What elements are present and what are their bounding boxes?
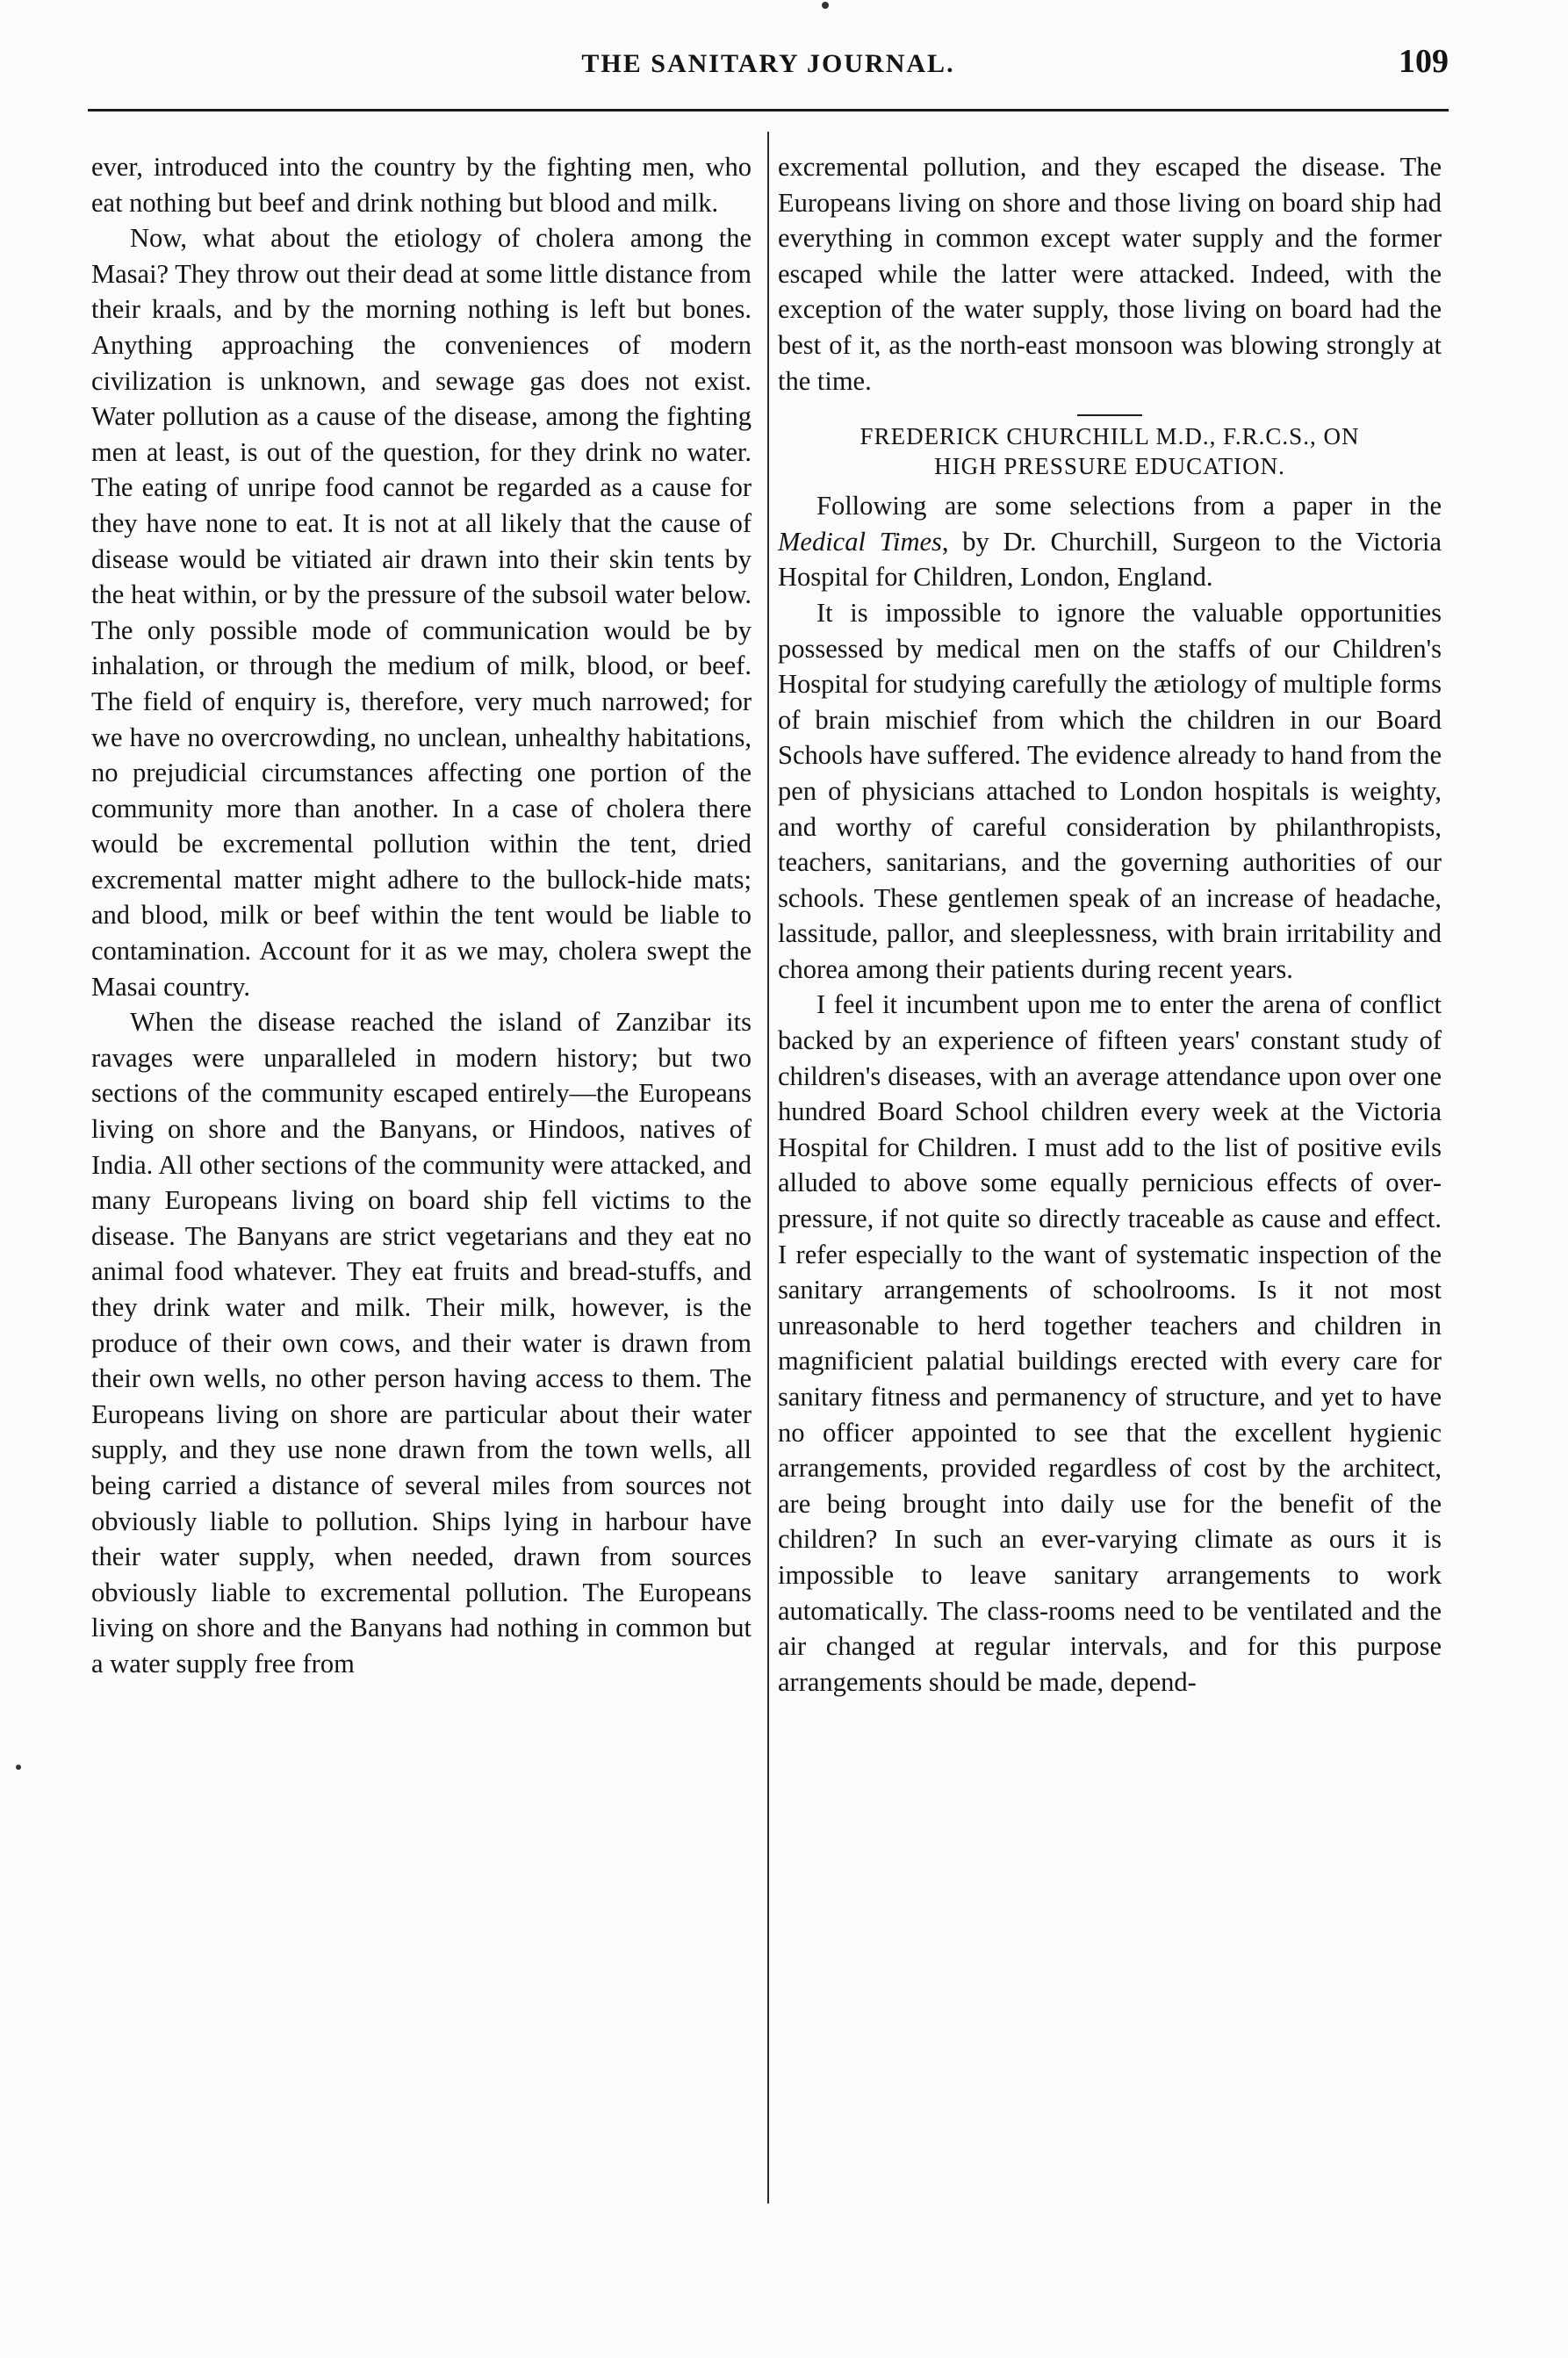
left-column [91,149,752,1682]
right-paragraph-1: excremental pollution, and they escaped the disease. The Europeans living on shore and those living on board ship had everything in common except water supply and the former escaped while the latter were attacked. Indeed, with the exception of the water supply, those living on board had the best of it, as the north-east monsoon was blowing strongly at the time. [778,152,1442,396]
page-header [88,42,1449,95]
left-paragraph-1: ever, introduced into the country by the fighting men, who eat nothing but beef and drink nothing but blood and milk. [91,152,752,218]
page-number: 109 [1399,43,1449,80]
left-paragraph-3: When the disease reached the island of Zanzibar its ravages were unparalleled in modern history; but two sections of the community escaped entirely—the Europeans living on shore and the Banyans, or Hindoos, natives of India. All other sections of the community were attacked, and many Europeans living on board ship fell victims to the disease. The Banyans are strict vegetarians and they eat no animal food whatever. They eat fruits and bread-stuffs, and they drink water and milk. Their milk, however, is the produce of their own cows, and their water is drawn from their own wells, no other person having access to them. The Europeans living on shore are particular about their water supply, and they use none drawn from the town wells, all being carried a distance of several miles from sources not obviously liable to pollution. Ships lying in harbour have their water supply, when needed, drawn from sources obviously liable to excremental pollution. The Europeans living on shore and the Banyans had nothing in common but a water supply free from [91,1007,752,1679]
article-separator [1077,414,1142,416]
p2-text-before: Following are some selections from a paper in the [816,491,1442,521]
print-speck [16,1765,21,1770]
right-column [778,149,1442,1700]
article-title [778,421,1442,481]
right-paragraph-2 [778,488,1442,595]
print-speck [822,2,829,9]
p2-text-after: , by Dr. Churchill, Surgeon to the Victoria Hospital for Children, London, England. [778,526,1442,593]
right-paragraph-3: It is impossible to ignore the valuable opportunities possessed by medical men on the staffs of our Children's Hospital for studying carefully the ætiology of multiple forms of brain mischief from which the children in our Board Schools have suffered. The evidence already to hand from the pen of physicians attached to London hospitals is weighty, and worthy of careful consideration by philanthropists, teachers, sanitarians, and the governing authorities of our schools. These gentlemen speak of an increase of headache, lassitude, pallor, and sleeplessness, with brain irritability and chorea among their patients during recent years. [778,597,1442,984]
header-rule [88,109,1449,111]
article-title-line-2: HIGH PRESSURE EDUCATION. [934,453,1285,480]
right-paragraph-4: I feel it incumbent upon me to enter the arena of conflict backed by an experience of fifteen years' constant study of children's diseases, with an average attendance upon over one hundred Board School children every week at the Victoria Hospital for Children. I must add to the list of positive evils alluded to above some equally pernicious effects of over-pressure, if not quite so directly traceable as cause and effect. I refer especially to the want of systematic inspection of the sanitary arrangements of schoolrooms. Is it not most unreasonable to herd together teachers and children in magnificient palatial buildings erected with every care for sanitary fitness and permanency of structure, and yet to have no officer appointed to see that the excellent hygienic arrangements, provided regardless of cost by the architect, are being brought into daily use for the benefit of the children? In such an ever-varying climate as ours it is impossible to leave sanitary arrangements to work automatically. The class-rooms need to be ventilated and the air changed at regular intervals, and for this purpose arrangements should be made, depend- [778,989,1442,1697]
publication-title: Medical Times [778,526,942,557]
article-title-line-1: FREDERICK CHURCHILL M.D., F.R.C.S., ON [860,423,1360,450]
column-divider [767,132,769,2203]
left-paragraph-2: Now, what about the etiology of cholera among the Masai? They throw out their dead at some little distance from their kraals, and by the morning nothing is left but bones. Anything approaching the conveniences of modern civilization is unknown, and sewage gas does not exist. Water pollution as a cause of the disease, among the fighting men at least, is out of the question, for they drink no water. The eating of unripe food cannot be regarded as a cause for they have none to eat. It is not at all likely that the cause of disease would be vitiated air drawn into their skin tents by the heat within, or by the pressure of the subsoil water below. The only possible mode of communication would be by inhalation, or through the medium of milk, blood, or beef. The field of enquiry is, therefore, very much narrowed; for we have no overcrowding, no unclean, unhealthy habitations, no prejudicial circumstances affecting one portion of the community more than another. In a case of cholera there would be excremental pollution within the tent, dried excremental matter might adhere to the bullock-hide mats; and blood, milk or beef within the tent would be liable to contamination. Account for it as we may, cholera swept the Masai country. [91,223,752,1002]
journal-title: THE SANITARY JOURNAL. [581,49,955,78]
